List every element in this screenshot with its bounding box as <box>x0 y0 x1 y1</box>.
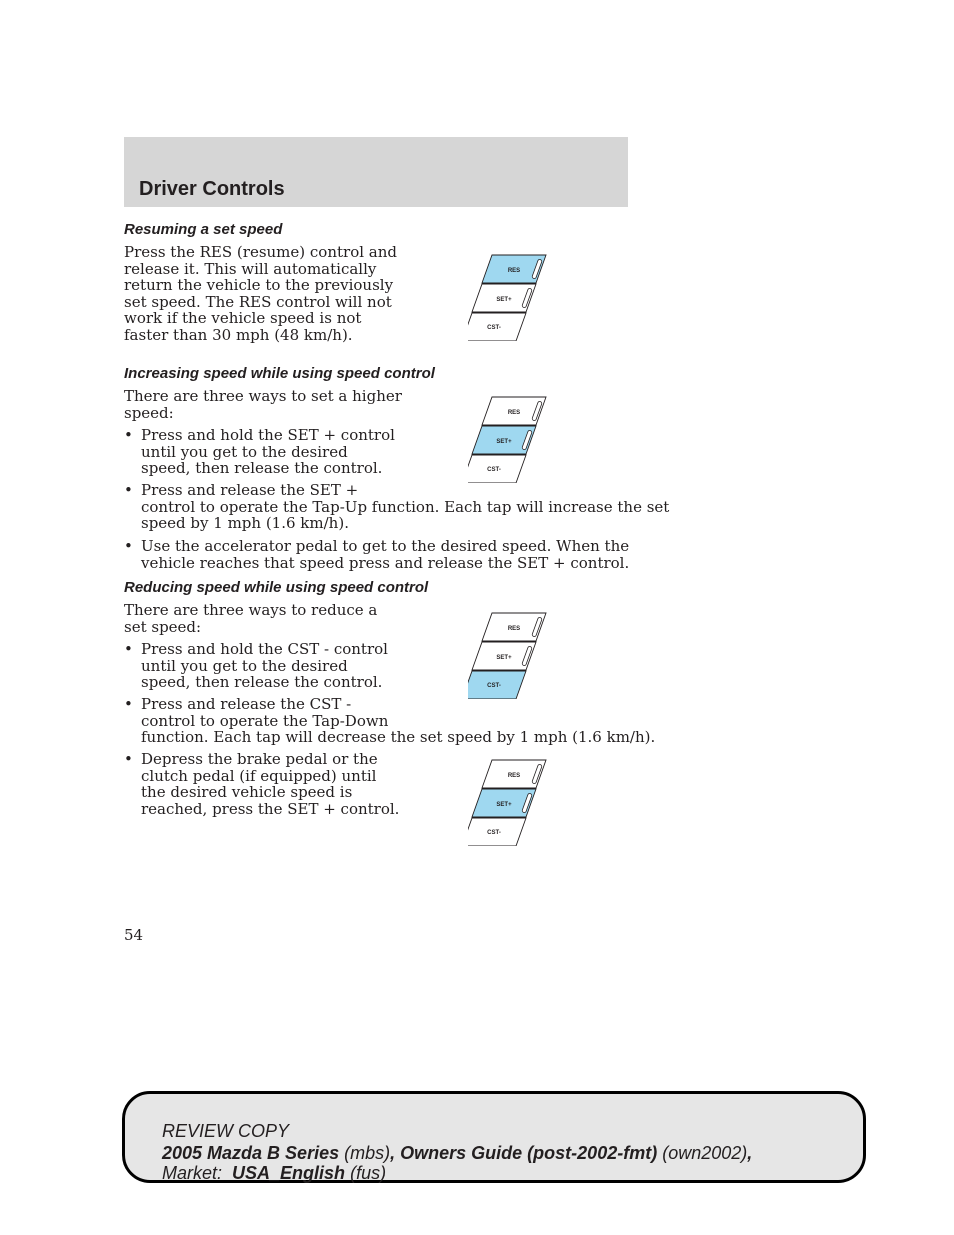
resume-text-line: work if the vehicle speed is not <box>124 309 362 327</box>
bullet-dot: • <box>124 750 133 768</box>
reduce-bullet3-line: clutch pedal (if equipped) until <box>141 766 377 785</box>
review-copy-footer <box>122 1091 866 1183</box>
bullet-dot: • <box>124 426 133 444</box>
reduce-bullet1-line: speed, then release the control. <box>141 673 383 691</box>
res-button-label: RES <box>507 410 521 416</box>
increase-bullet1-line: Press and hold the SET + control <box>141 426 395 444</box>
res-button-label: RES <box>507 268 521 274</box>
footer-market-line <box>162 1163 386 1183</box>
resume-text-line: faster than 30 mph (48 km/h). <box>124 325 353 344</box>
reduce-bullet2-line: Press and release the CST - <box>141 695 352 713</box>
resume-text-line: Press the RES (resume) control and <box>124 243 397 261</box>
footer-model-code: (mbs) <box>344 1143 391 1163</box>
cst-button-label: CST- <box>487 467 501 473</box>
increase-bullet1-line: until you get to the desired <box>141 442 348 461</box>
set-button-label: SET+ <box>496 439 512 445</box>
increase-bullet3-line: vehicle reaches that speed press and release the SET + control. <box>141 553 630 572</box>
set-button-label: SET+ <box>496 655 512 661</box>
section-header-band <box>124 137 628 207</box>
reduce-intro-line: There are three ways to reduce a <box>124 601 378 619</box>
increase-bullet3-line: Use the accelerator pedal to get to the desired speed. When the <box>141 537 630 555</box>
res-button-label: RES <box>507 626 521 632</box>
page-title: Driver Controls <box>139 178 285 200</box>
footer-market-label: Market: <box>162 1163 223 1183</box>
speed-control-switch-illustration <box>468 758 548 846</box>
footer-guide-code: (own2002) <box>662 1143 748 1163</box>
heading-resume: Resuming a set speed <box>124 221 283 238</box>
bullet-dot: • <box>124 695 133 713</box>
review-copy-label: REVIEW COPY <box>162 1121 290 1141</box>
resume-text-line: set speed. The RES control will not <box>124 292 392 311</box>
increase-bullet2-line: Press and release the SET + <box>141 481 359 499</box>
page-number: 54 <box>124 926 144 944</box>
set-button-label: SET+ <box>496 802 512 808</box>
footer-market-code: (fus) <box>350 1163 387 1183</box>
speed-control-switch-illustration <box>468 395 548 483</box>
reduce-bullet1-line: until you get to the desired <box>141 656 348 675</box>
reduce-bullet3-line: reached, press the SET + control. <box>141 799 400 818</box>
reduce-bullet1-line: Press and hold the CST - control <box>141 640 388 658</box>
bullet-dot: • <box>124 481 133 499</box>
footer-separator: , <box>747 1143 753 1163</box>
reduce-bullet3-line: the desired vehicle speed is <box>141 783 353 801</box>
footer-model: 2005 Mazda B Series <box>162 1143 340 1163</box>
resume-text-line: return the vehicle to the previously <box>124 276 394 294</box>
cst-button-label: CST- <box>487 830 501 836</box>
footer-model-line <box>162 1143 752 1163</box>
set-button-label: SET+ <box>496 297 512 303</box>
increase-intro-line: speed: <box>124 403 174 422</box>
increase-bullet2-line: speed by 1 mph (1.6 km/h). <box>141 514 349 532</box>
footer-market: USA_English <box>232 1163 346 1183</box>
speed-control-switch-illustration <box>468 253 548 341</box>
increase-intro-line: There are three ways to set a higher <box>124 387 402 405</box>
increase-bullet2-line: control to operate the Tap-Up function. Each tap will increase the set <box>141 497 670 516</box>
footer-separator: , <box>390 1143 396 1163</box>
increase-bullet1-line: speed, then release the control. <box>141 459 383 477</box>
speed-control-switch-illustration <box>468 611 548 699</box>
res-button-label: RES <box>507 773 521 779</box>
reduce-intro-line: set speed: <box>124 617 202 636</box>
heading-increase: Increasing speed while using speed control <box>124 365 435 382</box>
cst-button-label: CST- <box>487 325 501 331</box>
cst-button-label: CST- <box>487 683 501 689</box>
footer-guide: Owners Guide (post-2002-fmt) <box>400 1143 658 1163</box>
resume-text-line: release it. This will automatically <box>124 259 377 278</box>
bullet-dot: • <box>124 640 133 658</box>
reduce-bullet2-line: control to operate the Tap-Down <box>141 711 389 730</box>
reduce-bullet2-line: function. Each tap will decrease the set speed by 1 mph (1.6 km/h). <box>141 728 656 746</box>
heading-reduce: Reducing speed while using speed control <box>124 579 429 596</box>
bullet-dot: • <box>124 537 133 555</box>
reduce-bullet3-line: Depress the brake pedal or the <box>141 750 378 768</box>
